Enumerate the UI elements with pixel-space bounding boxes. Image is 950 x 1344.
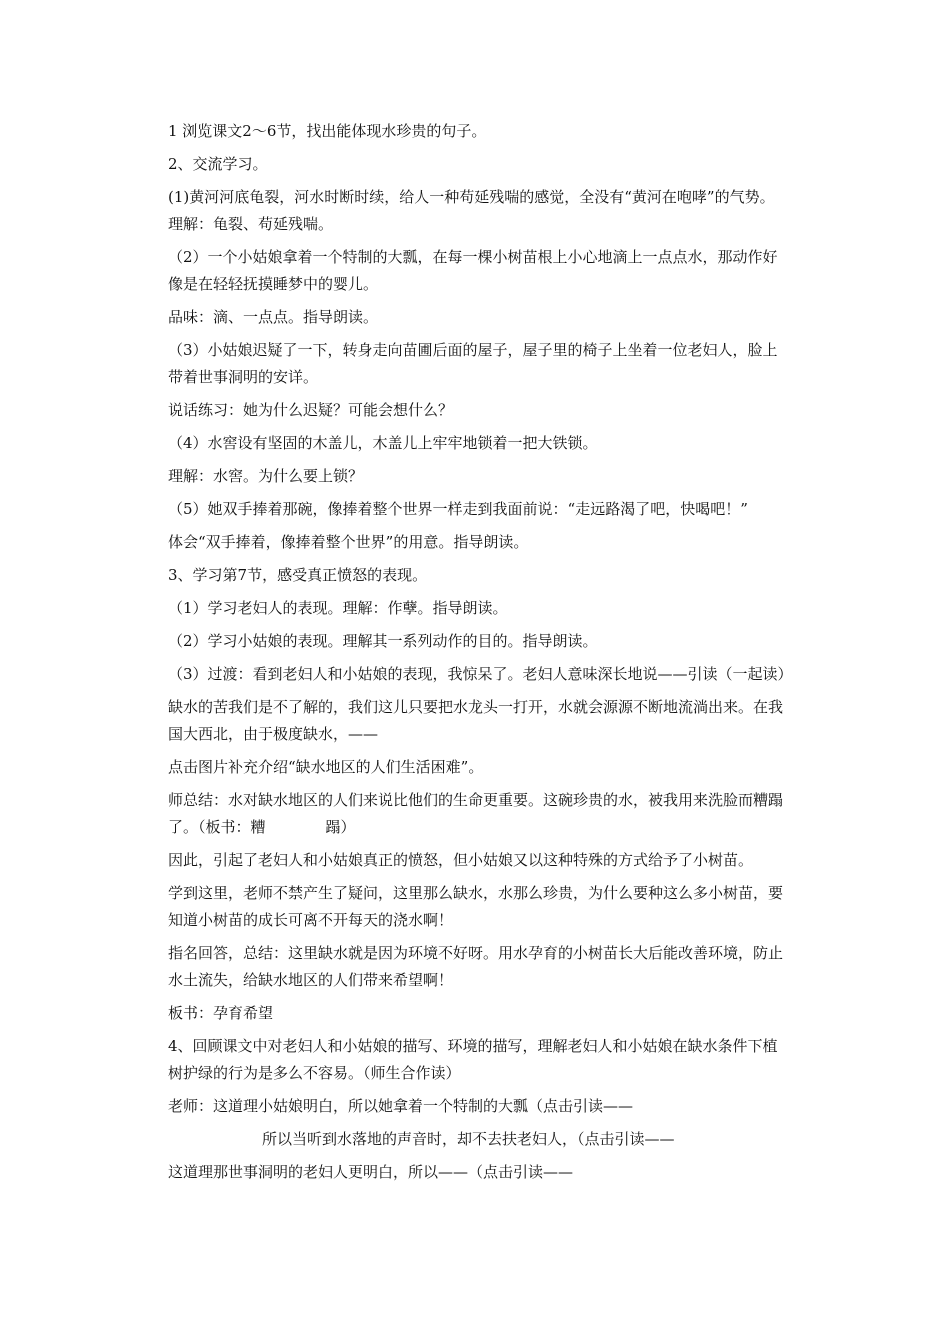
paragraph-19: 因此，引起了老妇人和小姑娘真正的愤怒，但小姑娘又以这种特殊的方式给予了小树苗。: [168, 851, 754, 869]
paragraph-15: （3）过渡：看到老妇人和小姑娘的表现，我惊呆了。老妇人意味深长地说——引读（一起读）: [168, 665, 793, 683]
paragraph-17: 点击图片补充介绍“缺水地区的人们生活困难”。: [168, 758, 484, 776]
paragraph-4: （2）一个小姑娘拿着一个特制的大瓢，在每一棵小树苗根上小心地滴上一点点水，那动作好像是在轻轻抚摸睡梦中的婴儿。: [168, 248, 778, 293]
paragraph-22: 板书：孕育希望: [168, 1004, 274, 1022]
paragraph-26: 这道理那世事洞明的老妇人更明白，所以——（点击引读——: [168, 1163, 574, 1181]
paragraph-3: (1)黄河河底龟裂，河水时断时续，给人一种苟延残喘的感觉，全没有“黄河在咆哮”的气势。理解：龟裂、苟延残喘。: [168, 188, 775, 233]
paragraph-10: （5）她双手捧着那碗，像捧着整个世界一样走到我面前说：“走远路渴了吧，快喝吧！”: [168, 500, 748, 518]
paragraph-24: 老师：这道理小姑娘明白，所以她拿着一个特制的大瓢（点击引读——: [168, 1097, 634, 1115]
paragraph-12: 3、学习第7节，感受真正愤怒的表现。: [168, 566, 428, 584]
paragraph-8: （4）水窖设有坚固的木盖儿，木盖儿上牢牢地锁着一把大铁锁。: [168, 434, 598, 452]
paragraph-5: 品味：滴、一点点。指导朗读。: [168, 308, 379, 326]
paragraph-25: 所以当听到水落地的声音时，却不去扶老妇人，（点击引读——: [262, 1130, 675, 1148]
document-body: [168, 118, 793, 1192]
paragraph-20: 学到这里，老师不禁产生了疑问，这里那么缺水，水那么珍贵，为什么要种这么多小树苗，要知道小树苗的成长可离不开每天的浇水啊！: [168, 884, 784, 929]
paragraph-21: 指名回答，总结：这里缺水就是因为环境不好呀。用水孕育的小树苗长大后能改善环境，防止水土流失，给缺水地区的人们带来希望啊！: [168, 944, 784, 989]
paragraph-14: （2）学习小姑娘的表现。理解其一系列动作的目的。指导朗读。: [168, 632, 598, 650]
paragraph-6: （3）小姑娘迟疑了一下，转身走向苗圃后面的屋子，屋子里的椅子上坐着一位老妇人，脸上带着世事洞明的安详。: [168, 341, 778, 386]
paragraph-9: 理解：水窖。为什么要上锁？: [168, 467, 364, 485]
paragraph-18: 师总结：水对缺水地区的人们来说比他们的生命更重要。这碗珍贵的水，被我用来洗脸而糟蹋了。（板书：糟 蹋）: [168, 791, 784, 836]
paragraph-11: 体会“双手捧着，像捧着整个世界”的用意。指导朗读。: [168, 533, 529, 551]
paragraph-2: 2、交流学习。: [168, 155, 268, 173]
paragraph-7: 说话练习：她为什么迟疑？可能会想什么？: [168, 401, 454, 419]
paragraph-16: 缺水的苦我们是不了解的，我们这儿只要把水龙头一打开，水就会源源不断地流淌出来。在我国大西北，由于极度缺水，——: [168, 698, 784, 743]
paragraph-1: 1 浏览课文2～6节，找出能体现水珍贵的句子。: [168, 122, 487, 140]
paragraph-13: （1）学习老妇人的表现。理解：作孽。指导朗读。: [168, 599, 508, 617]
paragraph-23: 4、回顾课文中对老妇人和小姑娘的描写、环境的描写，理解老妇人和小姑娘在缺水条件下植树护绿的行为是多么不容易。（师生合作读）: [168, 1037, 778, 1082]
